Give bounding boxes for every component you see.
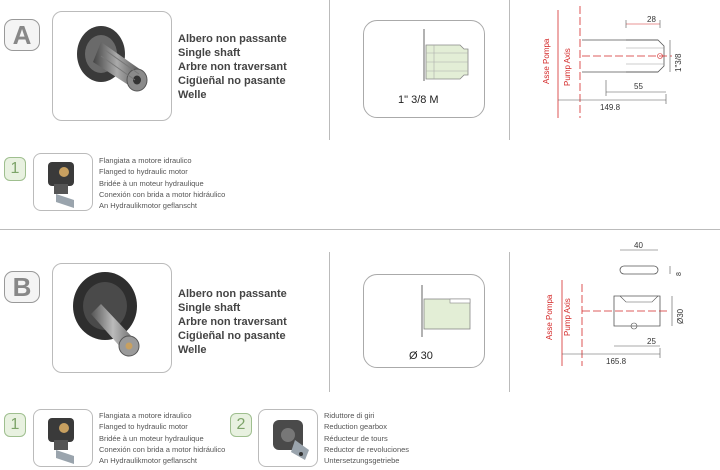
option-a1-description: Flangiata a motore idraulico Flanged to hydraulic motor Bridée à un moteur hydraulique Conexión con brida a motor hidráulico An Hydraulikmotor geflanscht bbox=[99, 156, 226, 211]
axis-label-en: Pump Axis bbox=[563, 298, 572, 336]
divider bbox=[329, 252, 330, 392]
section-b-dimension-drawing bbox=[530, 240, 720, 380]
dim-top: 28 bbox=[647, 15, 656, 24]
section-b-shaft-photo bbox=[52, 263, 172, 373]
section-a-letter: A bbox=[4, 19, 40, 51]
option-b2-photo bbox=[258, 409, 318, 467]
dim-total: 149.8 bbox=[600, 103, 621, 112]
section-b-letter: B bbox=[4, 271, 40, 303]
name-es: Cigüeñal no pasante bbox=[178, 75, 286, 87]
section-separator bbox=[0, 229, 720, 230]
section-a-profile-label: 1" 3/8 M bbox=[398, 94, 439, 106]
section-b-shaft-names bbox=[178, 287, 287, 357]
name-fr: Arbre non traversant bbox=[178, 61, 287, 73]
axis-label-en: Pump Axis bbox=[563, 48, 572, 86]
reduction-gearbox-image bbox=[259, 410, 318, 467]
name-en: Single shaft bbox=[178, 47, 241, 59]
dim-key-height: 8 bbox=[676, 272, 683, 276]
dim-side: 1"3/8 bbox=[674, 53, 683, 72]
option-b2-description: Riduttore di giri Reduction gearbox Réducteur de tours Reductor de revoluciones Untersetzungsgetriebe bbox=[324, 411, 410, 466]
option-b1-number: 1 bbox=[4, 413, 26, 437]
section-a-shaft-names bbox=[178, 32, 287, 102]
divider bbox=[329, 0, 330, 140]
divider bbox=[509, 252, 510, 392]
shaft-b-image bbox=[53, 264, 172, 373]
name-de: Welle bbox=[178, 89, 207, 101]
name-fr: Arbre non traversant bbox=[178, 316, 287, 328]
dim-key-width: 40 bbox=[634, 241, 643, 250]
section-a-shaft-photo bbox=[52, 11, 172, 121]
option-b1-photo bbox=[33, 409, 93, 467]
name-es: Cigüeñal no pasante bbox=[178, 330, 286, 342]
name-it: Albero non passante bbox=[178, 33, 287, 45]
name-it: Albero non passante bbox=[178, 288, 287, 300]
name-de: Welle bbox=[178, 344, 207, 356]
hydraulic-motor-image bbox=[34, 410, 93, 467]
shaft-a-image bbox=[53, 12, 172, 121]
section-b-profile-box bbox=[363, 274, 485, 368]
hydraulic-motor-image bbox=[34, 154, 93, 211]
name-en: Single shaft bbox=[178, 302, 241, 314]
dim-side: Ø30 bbox=[676, 308, 685, 324]
dim-total: 165.8 bbox=[606, 357, 627, 366]
dim-lower: 25 bbox=[647, 337, 656, 346]
option-a1-number: 1 bbox=[4, 157, 26, 181]
axis-label-it: Asse Pompa bbox=[545, 294, 554, 340]
option-b1-description: Flangiata a motore idraulico Flanged to hydraulic motor Bridée à un moteur hydraulique Conexión con brida a motor hidráulico An Hydraulikmotor geflanscht bbox=[99, 411, 226, 466]
axis-label-it: Asse Pompa bbox=[542, 38, 551, 84]
option-b2-number: 2 bbox=[230, 413, 252, 437]
option-a1-photo bbox=[33, 153, 93, 211]
section-b-profile-label: Ø 30 bbox=[409, 350, 433, 362]
section-a-profile-box bbox=[363, 20, 485, 118]
divider bbox=[509, 0, 510, 140]
section-a-dimension-drawing bbox=[530, 0, 720, 130]
dim-lower: 55 bbox=[634, 82, 643, 91]
